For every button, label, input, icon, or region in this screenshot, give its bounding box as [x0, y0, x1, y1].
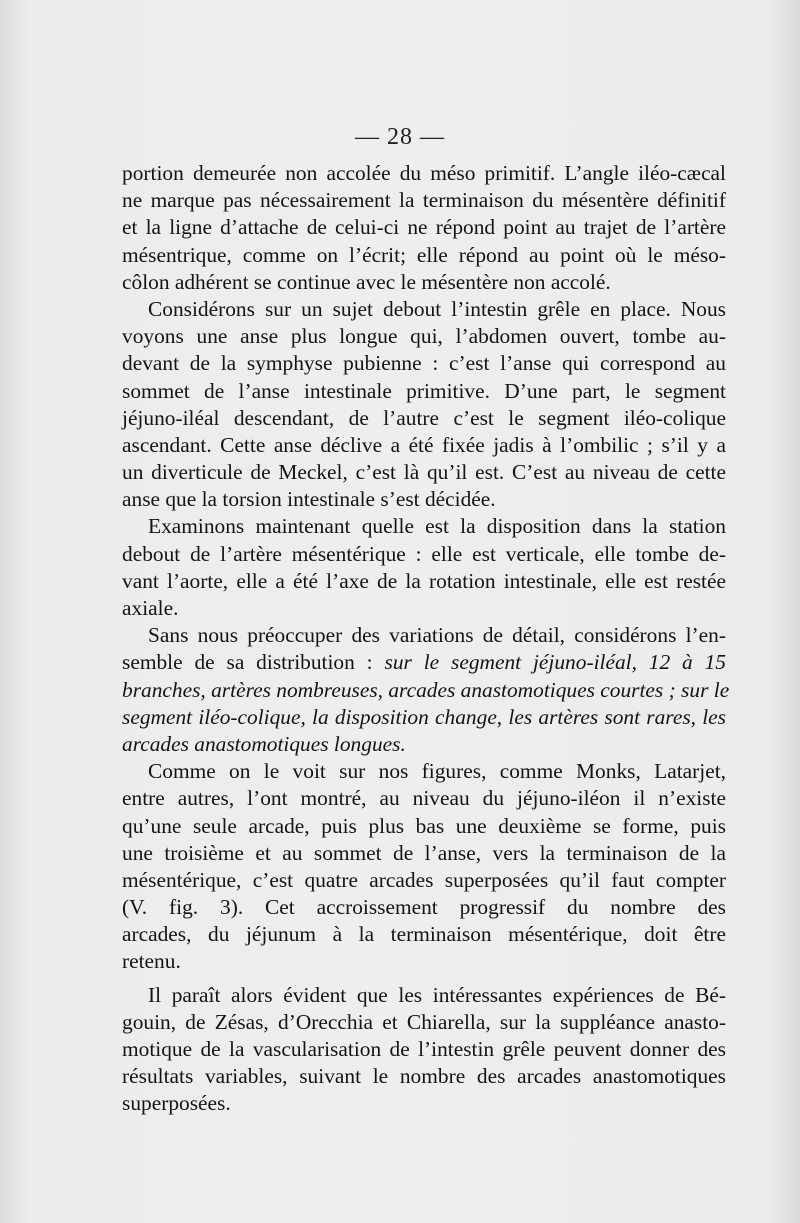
italic-segment: sur le segment jéjuno-iléal, 12 à 15: [384, 650, 726, 675]
text-line: axiale.: [122, 596, 179, 620]
text-line: debout de l’artère mésentérique : elle est verticale, elle tombe de-: [122, 541, 726, 566]
text-line: branches, artères nombreuses, arcades anastomotiques courtes ; sur le: [122, 677, 730, 702]
text-line: voyons une anse plus longue qui, l’abdomen ouvert, tombe au-: [122, 324, 726, 349]
page-number: — 28 —: [355, 124, 445, 150]
text-line: résultats variables, suivant le nombre des arcades anastomotiques: [122, 1064, 726, 1089]
text-line: mésentrique, comme on l’écrit; elle répond au point où le méso-: [122, 242, 726, 267]
text-line: anse que la torsion intestinale s’est décidée.: [122, 487, 496, 512]
text-line-mixed: [122, 649, 726, 676]
text-line: mésentérique, c’est quatre arcades superposées qu’il faut compter: [122, 867, 726, 892]
text-line: retenu.: [122, 949, 181, 974]
text-line: segment iléo-colique, la disposition change, les artères sont rares, les: [122, 704, 726, 729]
text-line: Examinons maintenant quelle est la disposition dans la station: [148, 514, 726, 539]
text-line: vant l’aorte, elle a été l’axe de la rotation intestinale, elle est restée: [122, 568, 726, 593]
text-line: jéjuno-iléal descendant, de l’autre c’est le segment iléo-colique: [122, 405, 726, 430]
text-line: arcades anastomotiques longues.: [122, 731, 406, 756]
text-line: entre autres, l’ont montré, au niveau du jéjuno-iléon il n’existe: [122, 786, 726, 811]
body-text: [122, 160, 730, 1118]
text-line: côlon adhérent se continue avec le mésentère non accolé.: [122, 269, 611, 294]
text-line: Comme on le voit sur nos figures, comme Monks, Latarjet,: [148, 759, 726, 784]
text-line: superposées.: [122, 1091, 231, 1116]
text-line: portion demeurée non accolée du méso primitif. L’angle iléo-cæcal: [122, 161, 726, 185]
text-segment: semble de sa distribution :: [122, 650, 373, 675]
text-line: une troisième et au sommet de l’anse, vers la terminaison de la: [122, 840, 726, 865]
text-line: gouin, de Zésas, d’Orecchia et Chiarella, sur la suppléance anasto-: [122, 1009, 726, 1034]
text-line: et la ligne d’attache de celui-ci ne répond point au trajet de l’artère: [122, 215, 726, 240]
text-line: devant de la symphyse pubienne : c’est l’anse qui correspond au: [122, 351, 726, 376]
text-line: Il paraît alors évident que les intéressantes expériences de Bé-: [148, 982, 726, 1007]
text-line: qu’une seule arcade, puis plus bas une deuxième se forme, puis: [122, 813, 726, 838]
text-line: ne marque pas nécessairement la terminaison du mésentère définitif: [122, 188, 726, 213]
text-line: arcades, du jéjunum à la terminaison mésentérique, doit être: [122, 922, 726, 947]
text-line: (V. fig. 3). Cet accroissement progressif du nombre des: [122, 895, 726, 920]
text-line: motique de la vascularisation de l’intestin grêle peuvent donner des: [122, 1037, 726, 1061]
text-line: Considérons sur un sujet debout l’intestin grêle en place. Nous: [148, 296, 726, 321]
text-line: ascendant. Cette anse déclive a été fixée jadis à l’ombilic ; s’il y a: [122, 432, 726, 457]
text-line: Sans nous préoccuper des variations de détail, considérons l’en-: [148, 623, 726, 648]
text-line: un diverticule de Meckel, c’est là qu’il est. C’est au niveau de cette: [122, 460, 726, 485]
text-line: sommet de l’anse intestinale primitive. D’une part, le segment: [122, 378, 726, 403]
